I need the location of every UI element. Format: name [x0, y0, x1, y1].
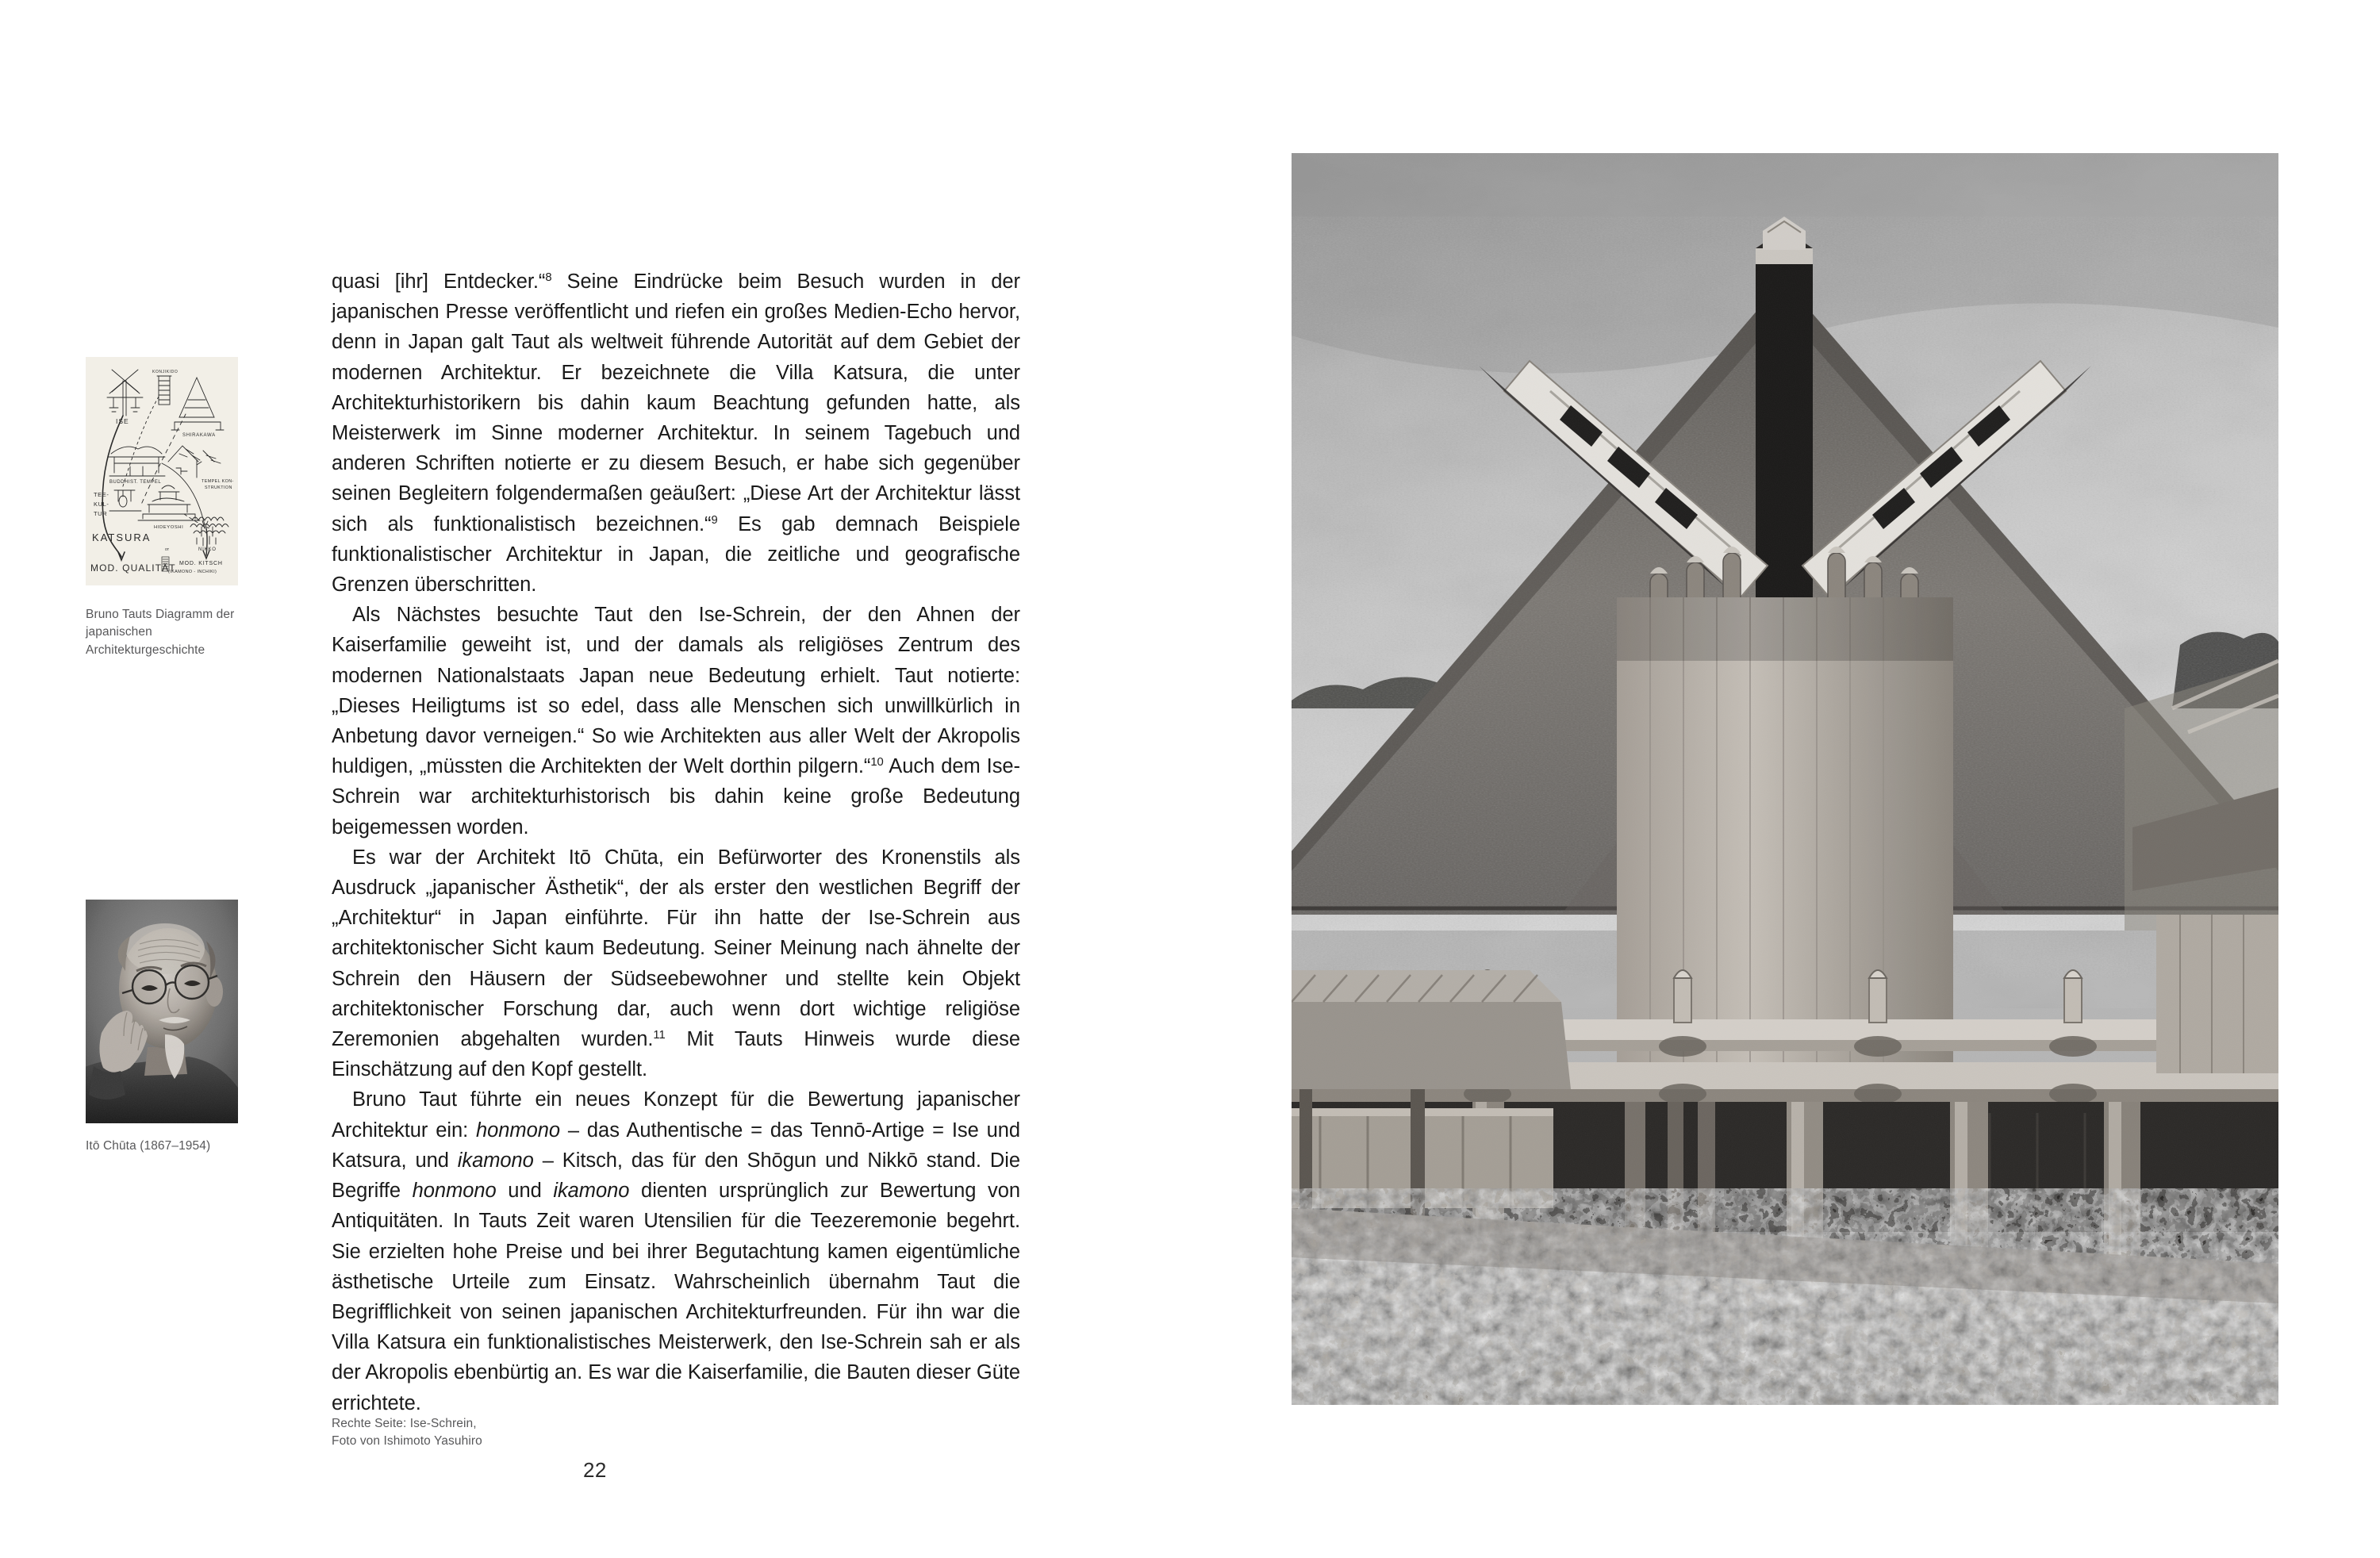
text-run: Es war der Architekt Itō Chūta, ein Befürworter des Kronenstils als Ausdruck „japanischer Ästhetik“, der als erster den westlichen Begriff der „Architektur“ in Japan einführte. Für ihn hatte der Ise-Schrein aus architektonischer Sicht kaum Bedeutung. Seiner Meinung nach ähnelte der Schrein den Häusern der Südseebewohner und stellte kein Objekt architektonischer Forschung dar, auch wenn dort wichtige religiöse Zeremonien abgehalten wurden. [332, 846, 1020, 1051]
ito-chuta-photograph [86, 900, 238, 1123]
svg-text:KONJIKIDO: KONJIKIDO [152, 370, 178, 374]
emphasis-term: honmono [412, 1180, 497, 1203]
emphasis-term: ikamono [457, 1149, 534, 1172]
svg-text:BUDDHIST. TEMPEL: BUDDHIST. TEMPEL [109, 480, 162, 485]
footnote-marker: 10 [870, 756, 884, 769]
text-run: Es gab demnach Beispiele funktionalistischer Architektur in Japan, die zeitliche und geografische Grenzen überschritten. [332, 512, 1020, 597]
footnote-marker: 8 [545, 271, 552, 284]
taut-diagram-drawing [86, 357, 238, 585]
svg-text:MOD. KITSCH: MOD. KITSCH [179, 561, 223, 566]
paragraph-3 [332, 842, 1020, 1085]
emphasis-term: honmono [476, 1119, 561, 1142]
photo-credit-line-2: Foto von Ishimoto Yasuhiro [332, 1434, 482, 1449]
figure-taut-diagram [86, 357, 238, 585]
emphasis-term: ikamono [553, 1180, 630, 1203]
paragraph-1 [332, 267, 1020, 600]
paragraph-2 [332, 600, 1020, 842]
page-number: 22 [583, 1458, 607, 1482]
svg-text:ISE: ISE [116, 417, 129, 425]
svg-text:TEMPEL KON-: TEMPEL KON- [202, 479, 234, 484]
svg-text:TUR: TUR [94, 510, 108, 517]
text-run: Bruno Taut führte ein neues Konzept für die Bewertung japanischer Architektur ein: [332, 1088, 1020, 1142]
body-text-column [332, 267, 1020, 1418]
svg-text:HIDEYOSHI: HIDEYOSHI [154, 525, 184, 530]
caption-ito-chuta: Itō Chūta (1867–1954) [86, 1139, 211, 1153]
text-run: und [496, 1180, 554, 1203]
text-run: – das Authentische = das Tennō-Artige = Ise und Katsura, und [332, 1119, 1020, 1172]
footnote-marker: 9 [711, 513, 718, 527]
ise-shrine-photograph [1292, 153, 2278, 1405]
svg-text:SHIRAKAWA: SHIRAKAWA [182, 433, 216, 438]
text-run: Mit Tauts Hinweis wurde diese Einschätzung auf den Kopf gestellt. [332, 1028, 1021, 1081]
footnote-marker: 11 [653, 1028, 666, 1042]
paragraph-4 [332, 1084, 1020, 1418]
svg-text:KATSURA: KATSURA [92, 531, 152, 543]
svg-text:TEE-: TEE- [94, 491, 109, 498]
svg-text:KUL-: KUL- [94, 501, 109, 508]
svg-text:NIKKO: NIKKO [198, 547, 217, 552]
svg-text:(IKAMONO - INCHIKI): (IKAMONO - INCHIKI) [168, 570, 217, 574]
page-gutter [1188, 0, 1192, 1558]
text-run: Als Nächstes besuchte Taut den Ise-Schrein, der den Ahnen der Kaiserfamilie geweiht ist, und der damals als religiöses Zentrum des modernen Nationalstaats Japan neue Bedeutung erhielt. Taut notierte: „Dieses Heiligtums ist so edel, dass alle Menschen sich unwillkürlich in Anbetung davor verneigen.“ So wie Architekten aus aller Welt der Akropolis huldigen, „müssten die Architekten der Welt dorthin pilgern.“ [332, 604, 1020, 778]
text-run: quasi [ihr] Entdecker.“ [332, 271, 546, 293]
text-run: Seine Eindrücke beim Besuch wurden in der japanischen Presse veröffentlicht und riefen ein großes Medien-Echo hervor, denn in Japan galt Taut als weltweit führende Autorität auf dem Gebiet der modernen Architektur. Er bezeichnete die Villa Katsura, die unter Architekturhistorikern bis dahin kaum Beachtung gefunden hatte, als Meisterwerk im Sinne moderner Architektur. In seinem Tagebuch und anderen Schriften notierte er zu diesem Besuch, er habe sich gegenüber seinen Begleitern folgendermaßen geäußert: „Diese Art der Architektur lässt sich als funktionalistisch bezeichnen.“ [332, 271, 1020, 535]
text-run: Auch dem Ise-Schrein war architekturhistorisch bis dahin keine große Bedeutung beigemessen worden. [332, 755, 1020, 838]
figure-ito-chuta-portrait [86, 900, 238, 1123]
text-run: dienten ursprünglich zur Bewertung von Antiquitäten. In Tauts Zeit waren Utensilien für die Teezeremonie begehrt. Sie erzielten hohe Preise und bei ihrer Begutachtung kamen eigentümliche ästhetische Urteile zum Einsatz. Wahrscheinlich übernahm Taut die Begrifflichkeit von seinen japanischen Architekturfreunden. Für ihn war die Villa Katsura ein funktionalistisches Meisterwerk, den Ise-Schrein sah er als der Akropolis ebenbürtig an. Es war die Kaiserfamilie, die Bauten dieser Güte errichtete. [332, 1180, 1020, 1414]
figure-ise-shrine-photo [1292, 153, 2278, 1405]
photo-credit-line-1: Rechte Seite: Ise-Schrein, [332, 1417, 477, 1430]
photo-credit [332, 1415, 673, 1451]
svg-text:MOD. QUALITÄT: MOD. QUALITÄT [90, 562, 176, 574]
caption-taut-diagram: Bruno Tauts Diagramm der japanischen Architekturgeschichte [86, 608, 235, 657]
text-run: – Kitsch, das für den Shōgun und Nikkō stand. Die Begriffe [332, 1149, 1020, 1203]
svg-text:STRUKTION: STRUKTION [205, 485, 232, 490]
svg-text:oт: oт [165, 547, 170, 552]
